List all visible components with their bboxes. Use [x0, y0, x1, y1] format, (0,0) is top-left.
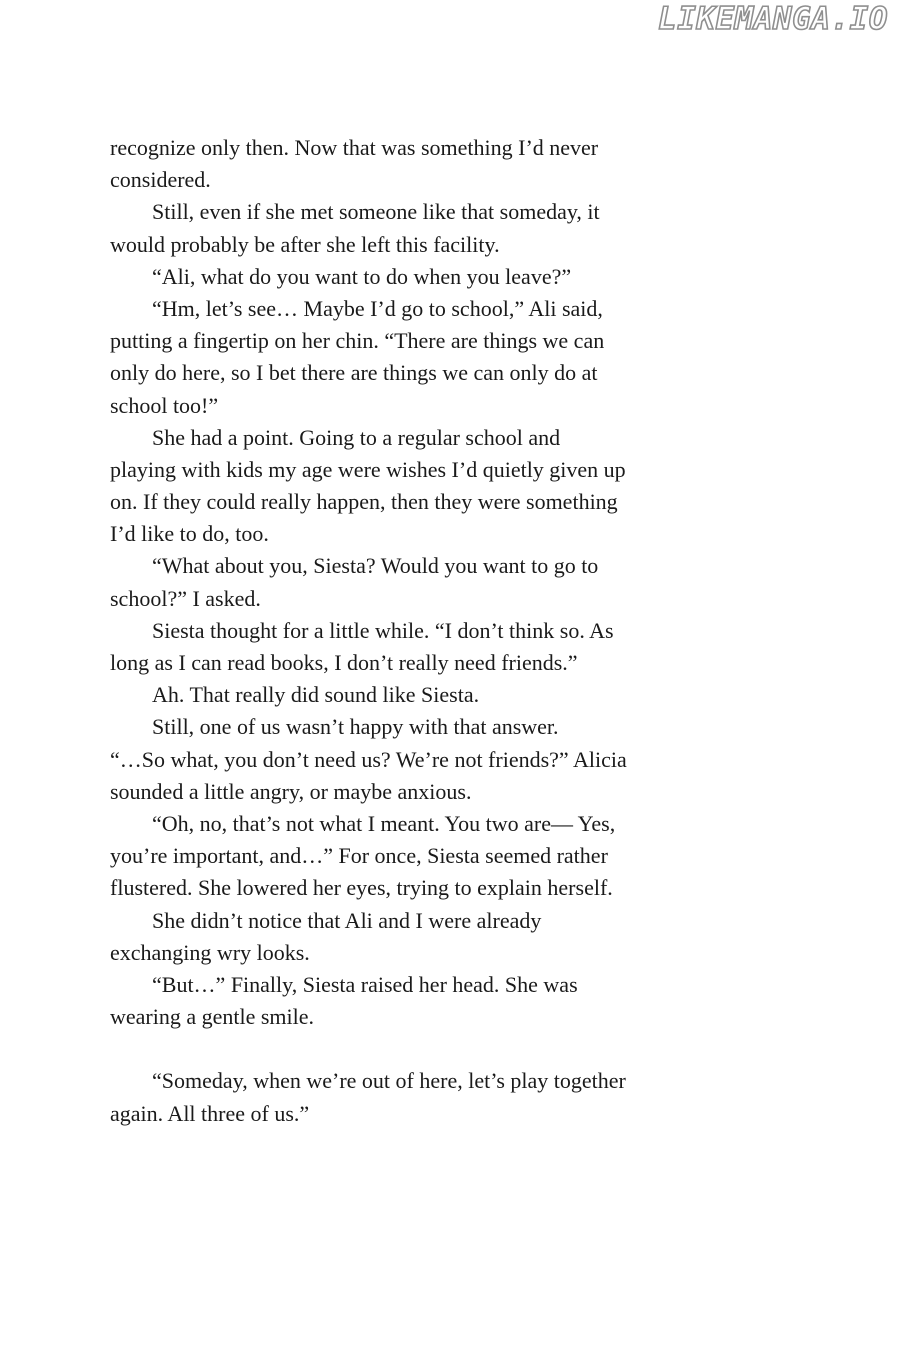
text-line: putting a fingertip on her chin. “There are things we can: [110, 328, 605, 354]
text-line: “Ali, what do you want to do when you leave?”: [152, 263, 572, 289]
text-line: “What about you, Siesta? Would you want to go to: [152, 553, 599, 579]
text-line: Ah. That really did sound like Siesta.: [152, 682, 480, 708]
text-line: recognize only then. Now that was something I’d never: [110, 135, 599, 160]
novel-text-block: [110, 132, 750, 1130]
site-watermark-logo: LIKEMANGA.IO: [658, 1, 888, 37]
text-line: “But…” Finally, Siesta raised her head. She was: [152, 971, 578, 997]
text-line: on. If they could really happen, then they were something: [110, 489, 618, 515]
text-line: Still, even if she met someone like that someday, it: [152, 199, 600, 225]
text-line: would probably be after she left this facility.: [110, 231, 500, 257]
text-line: “Hm, let’s see… Maybe I’d go to school,” Ali said,: [152, 295, 603, 321]
text-line: you’re important, and…” For once, Siesta seemed rather: [110, 843, 608, 869]
text-line: She didn’t notice that Ali and I were already: [152, 907, 542, 933]
text-line: sounded a little angry, or maybe anxious.: [110, 778, 472, 804]
text-line: only do here, so I bet there are things we can only do at: [110, 360, 598, 386]
text-line: wearing a gentle smile.: [110, 1004, 315, 1030]
text-line: flustered. She lowered her eyes, trying to explain herself.: [110, 875, 613, 901]
text-line: I’d like to do, too.: [110, 521, 269, 547]
text-line: long as I can read books, I don’t really need friends.”: [110, 650, 578, 675]
text-line: school too!”: [110, 392, 219, 418]
text-line: considered.: [110, 167, 211, 193]
blank-line: [110, 1033, 750, 1065]
text-line: “…So what, you don’t need us? We’re not friends?” Alicia: [110, 746, 627, 772]
text-line: Siesta thought for a little while. “I don’t think so. As: [152, 617, 614, 643]
text-line: again. All three of us.”: [110, 1100, 310, 1126]
text-line: playing with kids my age were wishes I’d quietly given up: [110, 456, 626, 482]
text-line: exchanging wry looks.: [110, 939, 310, 965]
text-line: Still, one of us wasn’t happy with that answer.: [152, 714, 559, 740]
text-line: school?” I asked.: [110, 585, 261, 611]
text-line: “Oh, no, that’s not what I meant. You two are— Yes,: [152, 810, 616, 836]
text-line: She had a point. Going to a regular school and: [152, 424, 561, 450]
text-line: “Someday, when we’re out of here, let’s play together: [152, 1068, 626, 1094]
